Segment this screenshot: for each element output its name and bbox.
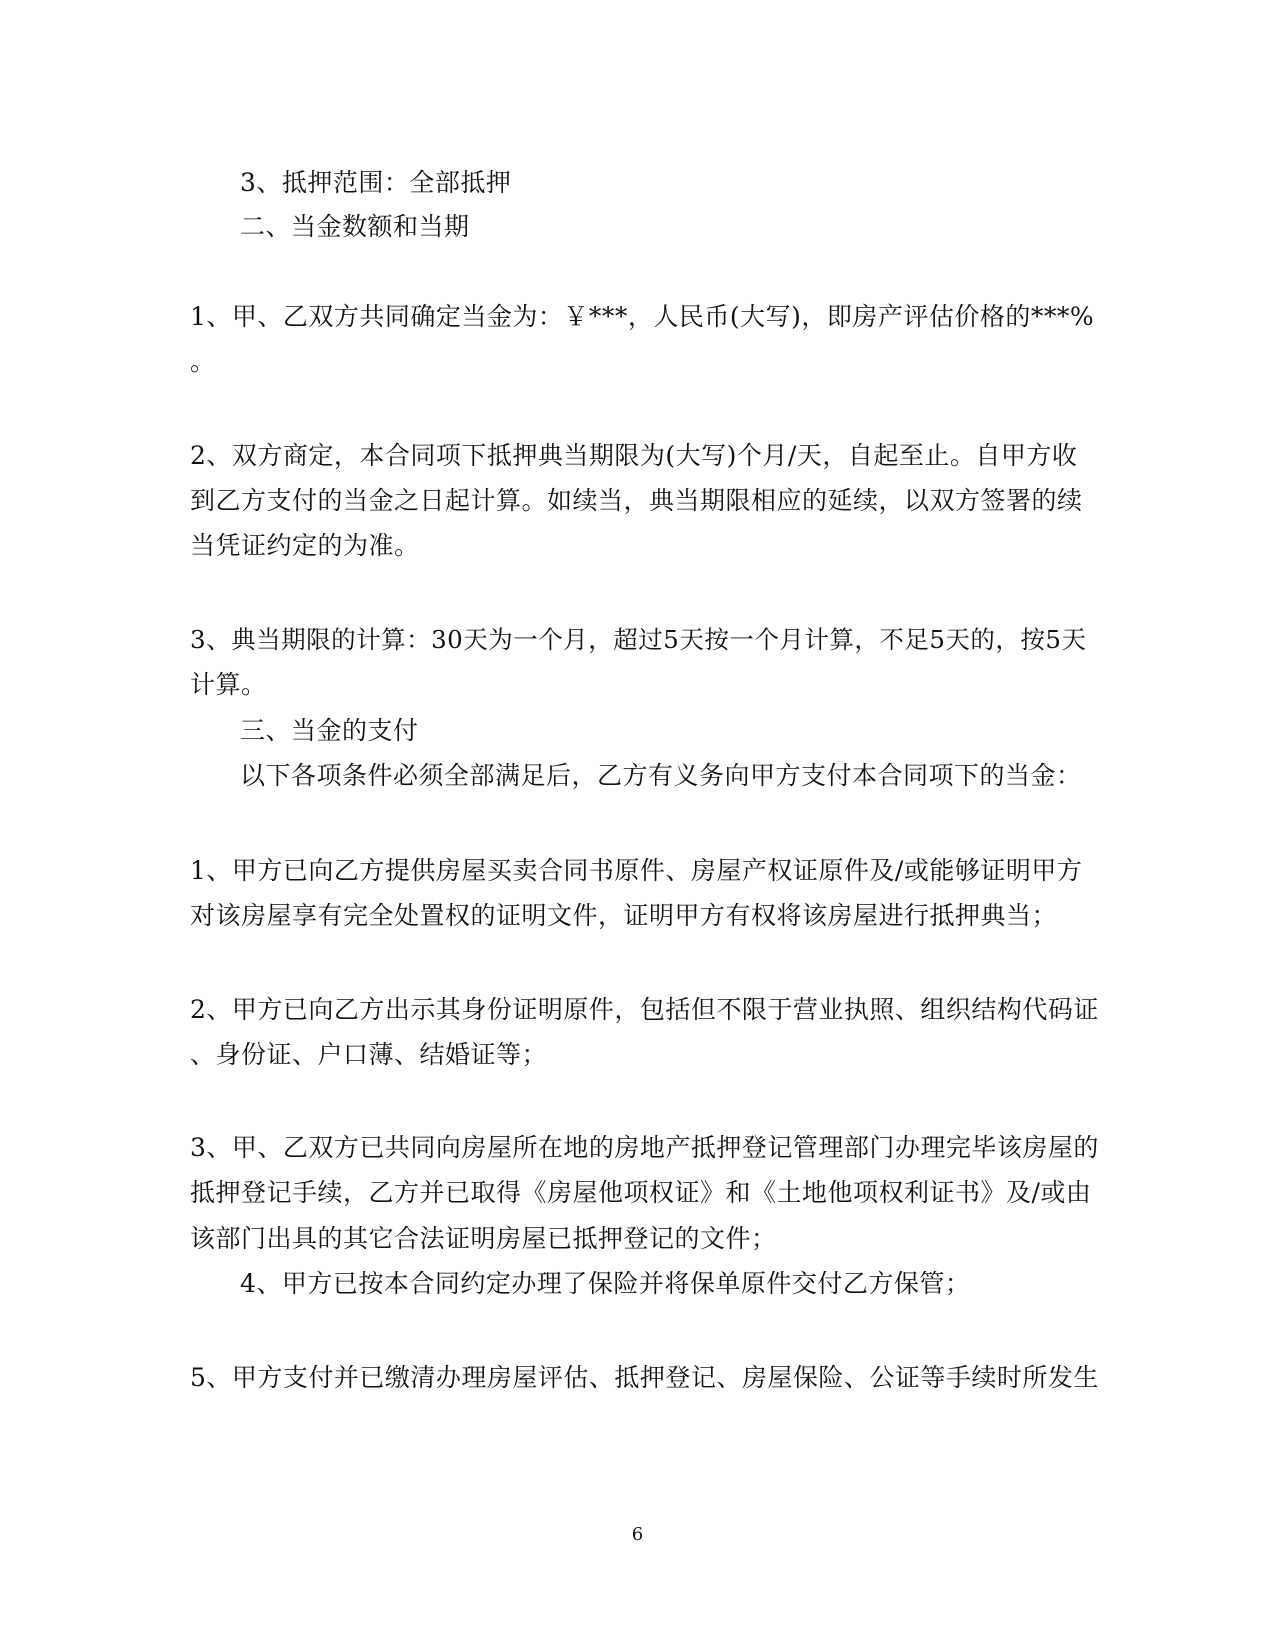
section-heading-amount-and-term: 二、当金数额和当期 xyxy=(240,212,470,241)
paragraph-line: 抵押登记手续，乙方并已取得《房屋他项权证》和《土地他项权利证书》及/或由 xyxy=(190,1178,1092,1207)
paragraph-line: 3、典当期限的计算：30天为一个月，超过5天按一个月计算，不足5天的，按5天 xyxy=(190,625,1087,654)
paragraph-line: 该部门出具的其它合法证明房屋已抵押登记的文件； xyxy=(190,1224,777,1253)
paragraph-line: 1、甲方已向乙方提供房屋买卖合同书原件、房屋产权证原件及/或能够证明甲方 xyxy=(190,856,1083,885)
paragraph-line: 2、甲方已向乙方出示其身份证明原件，包括但不限于营业执照、组织结构代码证 xyxy=(190,995,1099,1024)
paragraph-line: 1、甲、乙双方共同确定当金为：￥***，人民币(大写)，即房产评估价格的***% xyxy=(190,302,1095,331)
paragraph-line: 以下各项条件必须全部满足后，乙方有义务向甲方支付本合同项下的当金： xyxy=(240,761,1082,790)
paragraph-line: 2、双方商定，本合同项下抵押典当期限为(大写)个月/天，自起至止。自甲方收 xyxy=(190,441,1078,470)
paragraph-line: 、身份证、户口薄、结婚证等； xyxy=(190,1040,548,1069)
paragraph-line: 。 xyxy=(190,347,216,376)
paragraph-line: 对该房屋享有完全处置权的证明文件，证明甲方有权将该房屋进行抵押典当； xyxy=(190,901,1058,930)
paragraph-line: 4、甲方已按本合同约定办理了保险并将保单原件交付乙方保管； xyxy=(240,1269,971,1298)
page-number: 6 xyxy=(631,1524,644,1545)
paragraph-line: 到乙方支付的当金之日起计算。如续当，典当期限相应的延续，以双方签署的续 xyxy=(190,486,1083,515)
paragraph-line: 5、甲方支付并已缴清办理房屋评估、抵押登记、房屋保险、公证等手续时所发生 xyxy=(190,1363,1099,1392)
section-heading-payment: 三、当金的支付 xyxy=(240,716,419,745)
clause-mortgage-scope: 3、抵押范围：全部抵押 xyxy=(240,168,512,197)
paragraph-line: 当凭证约定的为准。 xyxy=(190,531,420,560)
paragraph-line: 3、甲、乙双方已共同向房屋所在地的房地产抵押登记管理部门办理完毕该房屋的 xyxy=(190,1133,1099,1162)
paragraph-line: 计算。 xyxy=(190,670,267,699)
